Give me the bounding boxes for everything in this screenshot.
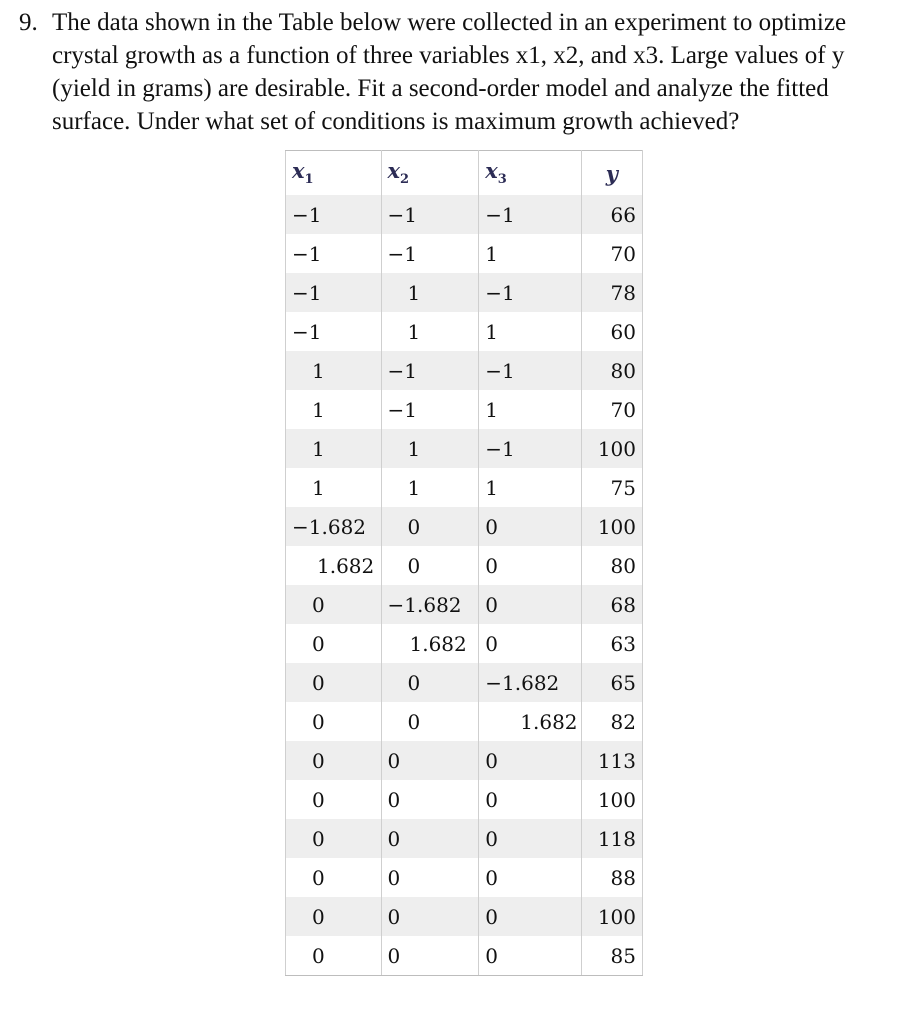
table-row [286, 702, 643, 741]
table-row [286, 273, 643, 312]
cell-x1: 1 [286, 468, 382, 507]
cell-x3: 0 [479, 897, 581, 936]
cell-x1: 0 [286, 897, 382, 936]
cell-y: 78 [581, 273, 642, 312]
cell-y: 100 [581, 507, 642, 546]
cell-x2: 0 [381, 780, 479, 819]
cell-x2: 0 [381, 663, 479, 702]
cell-x3: 1 [479, 390, 581, 429]
table-row [286, 741, 643, 780]
cell-y: 70 [581, 234, 642, 273]
cell-x1: −1 [286, 273, 382, 312]
table-row [286, 546, 643, 585]
table-header-row [286, 151, 643, 196]
cell-y: 113 [581, 741, 642, 780]
cell-x1: 1 [286, 351, 382, 390]
cell-y: 80 [581, 351, 642, 390]
table-row [286, 780, 643, 819]
table-row [286, 390, 643, 429]
table-row [286, 234, 643, 273]
header-y: y [581, 151, 642, 196]
cell-x1: 0 [286, 819, 382, 858]
cell-x3: 0 [479, 624, 581, 663]
cell-x2: 0 [381, 702, 479, 741]
table-row [286, 936, 643, 976]
cell-y: 63 [581, 624, 642, 663]
cell-x1: 1 [286, 429, 382, 468]
problem-number: 9. [19, 9, 38, 36]
table-row [286, 195, 643, 234]
table-row [286, 507, 643, 546]
cell-y: 80 [581, 546, 642, 585]
cell-y: 118 [581, 819, 642, 858]
cell-x2: −1 [381, 390, 479, 429]
cell-y: 100 [581, 897, 642, 936]
problem-statement [0, 6, 900, 138]
cell-y: 85 [581, 936, 642, 976]
cell-x2: 0 [381, 936, 479, 976]
table-row [286, 468, 643, 507]
cell-x2: −1 [381, 351, 479, 390]
cell-x1: 0 [286, 663, 382, 702]
header-x3: $x_3$ [479, 151, 581, 196]
cell-y: 100 [581, 780, 642, 819]
cell-x3: 0 [479, 585, 581, 624]
cell-x1: 0 [286, 858, 382, 897]
cell-x1: 1.682 [286, 546, 382, 585]
cell-y: 60 [581, 312, 642, 351]
cell-y: 82 [581, 702, 642, 741]
cell-x1: 0 [286, 741, 382, 780]
cell-x2: −1.682 [381, 585, 479, 624]
cell-x2: 1 [381, 468, 479, 507]
cell-x1: −1 [286, 195, 382, 234]
header-x1: $x_1$ [286, 151, 382, 196]
cell-y: 65 [581, 663, 642, 702]
cell-x3: 1 [479, 234, 581, 273]
cell-x2: −1 [381, 234, 479, 273]
cell-x1: −1.682 [286, 507, 382, 546]
problem-text: The data shown in the Table below were collected in an experiment to optimize crystal growth as a function of three variables x1, x2, and x3. Large values of y (yield in grams) are desirable. Fit a second-order model and analyze the fitted surface. Under what set of conditions is maximum growth achieved? [52, 9, 847, 135]
cell-x2: 0 [381, 741, 479, 780]
cell-x3: −1 [479, 429, 581, 468]
header-x2: $x_2$ [381, 151, 479, 196]
cell-y: 88 [581, 858, 642, 897]
cell-y: 68 [581, 585, 642, 624]
cell-x3: 1.682 [479, 702, 581, 741]
table-row [286, 819, 643, 858]
cell-x1: −1 [286, 234, 382, 273]
cell-x3: 0 [479, 546, 581, 585]
cell-x3: 0 [479, 819, 581, 858]
cell-x2: 0 [381, 897, 479, 936]
data-table [285, 150, 643, 976]
table-row [286, 351, 643, 390]
cell-x2: 1 [381, 429, 479, 468]
table-row [286, 585, 643, 624]
cell-x1: 0 [286, 585, 382, 624]
cell-x3: 0 [479, 741, 581, 780]
cell-x1: 0 [286, 624, 382, 663]
table-row [286, 312, 643, 351]
cell-x3: 1 [479, 312, 581, 351]
cell-x1: −1 [286, 312, 382, 351]
cell-y: 66 [581, 195, 642, 234]
cell-x2: 0 [381, 546, 479, 585]
table-row [286, 858, 643, 897]
cell-y: 70 [581, 390, 642, 429]
table-row [286, 663, 643, 702]
cell-x3: 0 [479, 936, 581, 976]
cell-x1: 0 [286, 702, 382, 741]
cell-x3: 0 [479, 780, 581, 819]
cell-x2: 0 [381, 819, 479, 858]
cell-x3: −1 [479, 273, 581, 312]
cell-x2: 1 [381, 312, 479, 351]
cell-y: 75 [581, 468, 642, 507]
cell-x3: −1 [479, 195, 581, 234]
cell-y: 100 [581, 429, 642, 468]
cell-x3: 0 [479, 858, 581, 897]
cell-x3: −1.682 [479, 663, 581, 702]
cell-x2: 1.682 [381, 624, 479, 663]
table-row [286, 429, 643, 468]
cell-x1: 1 [286, 390, 382, 429]
cell-x1: 0 [286, 936, 382, 976]
table-row [286, 897, 643, 936]
cell-x3: 1 [479, 468, 581, 507]
cell-x2: 1 [381, 273, 479, 312]
cell-x3: 0 [479, 507, 581, 546]
cell-x2: 0 [381, 858, 479, 897]
cell-x2: −1 [381, 195, 479, 234]
cell-x1: 0 [286, 780, 382, 819]
cell-x3: −1 [479, 351, 581, 390]
cell-x2: 0 [381, 507, 479, 546]
table-row [286, 624, 643, 663]
